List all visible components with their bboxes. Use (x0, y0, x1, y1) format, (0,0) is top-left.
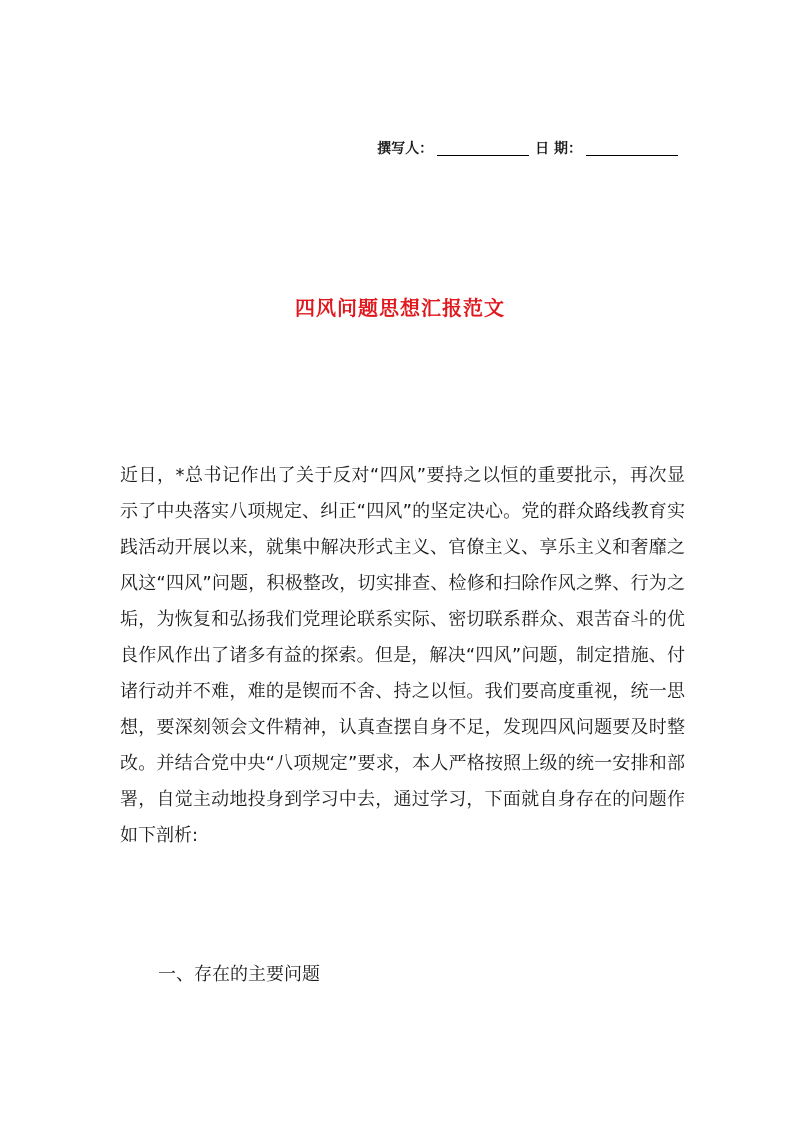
author-blank-field (437, 141, 529, 156)
date-label: 日 期： (535, 141, 582, 157)
document-title: 四风问题思想汇报范文 (295, 296, 505, 320)
author-label: 撰写人： (377, 141, 434, 157)
section-heading: 一、存在的主要问题 (158, 964, 320, 985)
body-paragraph: 近日，*总书记作出了关于反对“四风”要持之以恒的重要批示，再次显示了中央落实八项规定、纠正“四风”的坚定决心。党的群众路线教育实践活动开展以来，就集中解决形式主义、官僚主义、享乐主义和奢靡之风这“四风”问题，积极整改，切实排查、检修和扫除作风之弊、行为之垢，为恢复和弘扬我们党理论联系实际、密切联系群众、艰苦奋斗的优良作风作出了诸多有益的探索。但是，解决“四风”问题，制定措施、付诸行动并不难，难的是锲而不舍、持之以恒。我们要高度重视，统一思想，要深刻领会文件精神，认真查摆自身不足，发现四风问题要及时整改。并结合党中央“八项规定”要求，本人严格按照上级的统一安排和部署，自觉主动地投身到学习中去，通过学习，下面就自身存在的问题作如下剖析: (120, 465, 685, 846)
date-blank-field (586, 141, 678, 156)
author-date-line (377, 138, 680, 158)
